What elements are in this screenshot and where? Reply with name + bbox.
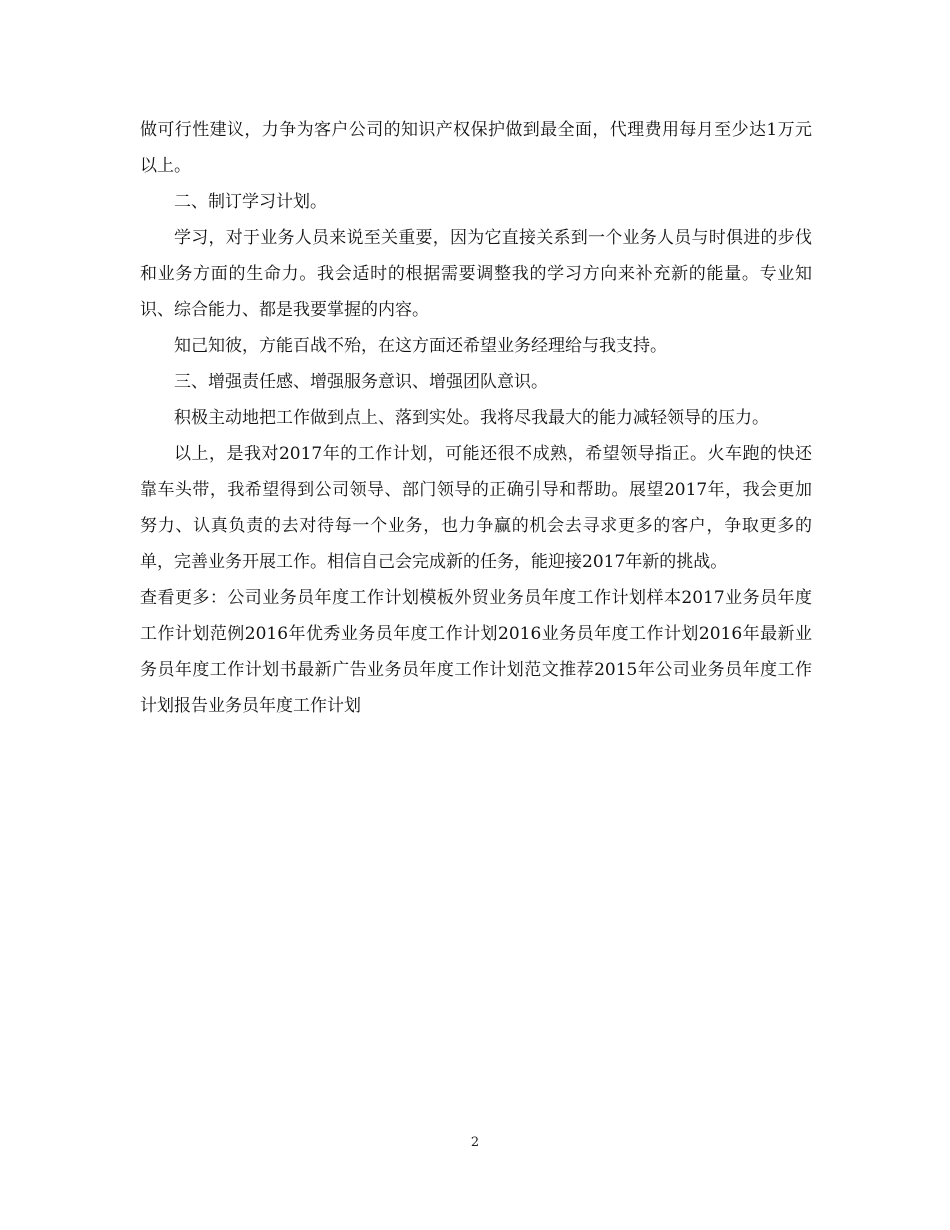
heading-responsibility: 三、增强责任感、增强服务意识、增强团队意识。: [174, 372, 548, 392]
page-number: 2: [470, 1135, 480, 1150]
paragraph-ip-fee-target: 做可行性建议，力争为客户公司的知识产权保护做到最全面，代理费用每月至少达1万元以上。: [140, 120, 812, 176]
heading-study-plan: 二、制订学习计划。: [174, 192, 327, 212]
paragraph-conclusion: 以上，是我对2017年的工作计划，可能还很不成熟，希望领导指正。火车跑的快还靠车头带，我希望得到公司领导、部门领导的正确引导和帮助。展望2017年，我会更加努力、认真负责的去对待每一个业务，也力争赢的机会去寻求更多的客户，争取更多的单，完善业务开展工作。相信自己会完成新的任务，能迎接2017年新的挑战。: [140, 444, 812, 572]
paragraph-manager-support: 知己知彼，方能百战不殆，在这方面还希望业务经理给与我支持。: [174, 336, 667, 356]
see-more-links[interactable]: 查看更多：公司业务员年度工作计划模板外贸业务员年度工作计划样本2017业务员年度工作计划范例2016年优秀业务员年度工作计划2016业务员年度工作计划2016年最新业务员年度工作计划书最新广告业务员年度工作计划范文推荐2015年公司业务员年度工作计划报告业务员年度工作计划: [140, 588, 812, 716]
document-body: [140, 112, 812, 724]
paragraph-proactive-work: 积极主动地把工作做到点上、落到实处。我将尽我最大的能力减轻领导的压力。: [174, 408, 769, 428]
paragraph-study-importance: 学习，对于业务人员来说至关重要，因为它直接关系到一个业务人员与时俱进的步伐和业务方面的生命力。我会适时的根据需要调整我的学习方向来补充新的能量。专业知识、综合能力、都是我要掌握的内容。: [140, 228, 812, 320]
